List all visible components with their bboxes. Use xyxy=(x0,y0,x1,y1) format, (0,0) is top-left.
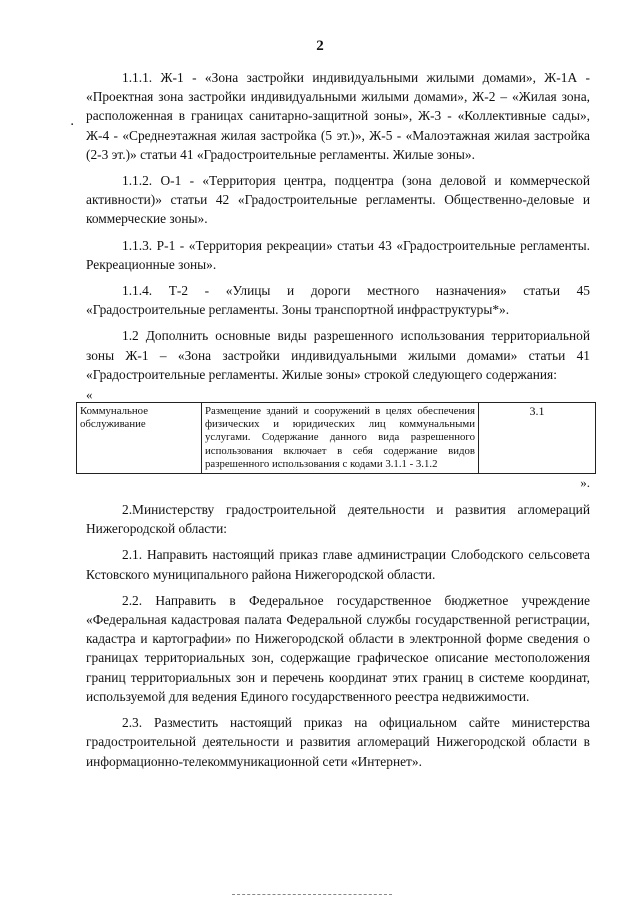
paragraph-1-1-1: 1.1.1. Ж-1 - «Зона застройки индивидуальными жилыми домами», Ж-1А - «Проектная зона застройки индивидуальными жилыми домами», Ж-2 – «Жилая зона, расположенная в границах санитарно-защитной зоны», Ж-3 - «Коллективные сады», Ж-4 - «Среднеэтажная жилая застройка (5 эт.)», Ж-5 - «Малоэтажная жилая застройка (2-3 эт.)» статьи 41 «Градостроительные регламенты. Жилые зоны». xyxy=(86,70,590,162)
use-code-cell: 3.1 xyxy=(479,403,596,474)
quote-close: ». xyxy=(580,475,590,491)
paragraph-2-3: 2.3. Разместить настоящий приказ на официальном сайте министерства градостроительной деятельности и развития агломераций Нижегородской области в информационно-телекоммуникационной сети «Интернет». xyxy=(86,715,590,769)
paragraph-1-1-4: 1.1.4. Т-2 - «Улицы и дороги местного назначения» статьи 45 «Градостроительные регламенты. Зоны транспортной инфраструктуры*». xyxy=(86,283,590,318)
scan-artifact: ․ xyxy=(70,113,75,128)
paragraph-2: 2.Министерству градостроительной деятельности и развития агломераций Нижегородской области: xyxy=(86,502,590,537)
paragraph-2-2: 2.2. Направить в Федеральное государственное бюджетное учреждение «Федеральная кадастровая палата Федеральной службы государственной регистрации, кадастра и картографии» по Нижегородской области в электронной форме сведения о границах территориальных зон, содержащие графическое описание местоположения границ территориальных зон и перечень координат этих границ в системе координат, используемой для ведения Единого государственного реестра недвижимости. xyxy=(86,592,590,704)
paragraph-1-2: 1.2 Дополнить основные виды разрешенного использования территориальной зоны Ж-1 – «Зона застройки индивидуальными жилыми домами» статьи 41 «Градостроительные регламенты. Жилые зоны» строкой следующего содержания: xyxy=(86,328,590,382)
scan-artifact-line xyxy=(232,894,392,895)
land-use-table xyxy=(76,402,596,474)
page-number: 2 xyxy=(316,38,324,54)
paragraph-1-1-2: 1.1.2. О-1 - «Территория центра, подцентра (зона деловой и коммерческой активности)» статьи 42 «Градостроительные регламенты. Общественно-деловые и коммерческие зоны». xyxy=(86,173,590,227)
use-name-cell: Коммунальное обслуживание xyxy=(77,403,202,474)
document-body xyxy=(80,68,590,778)
table-row xyxy=(77,403,596,474)
paragraph-2-1: 2.1. Направить настоящий приказ главе администрации Слободского сельсовета Кстовского муниципального района Нижегородской области. xyxy=(86,547,590,582)
use-description-cell: Размещение зданий и сооружений в целях обеспечения физических и юридических лиц коммунальными услугами. Содержание данного вида разрешенного использования включает в себя содержание видов разрешенного использования с кодами 3.1.1 - 3.1.2 xyxy=(202,403,479,474)
paragraph-1-1-3: 1.1.3. Р-1 - «Территория рекреации» статьи 43 «Градостроительные регламенты. Рекреационные зоны». xyxy=(86,237,590,272)
quote-open: « xyxy=(86,387,93,403)
